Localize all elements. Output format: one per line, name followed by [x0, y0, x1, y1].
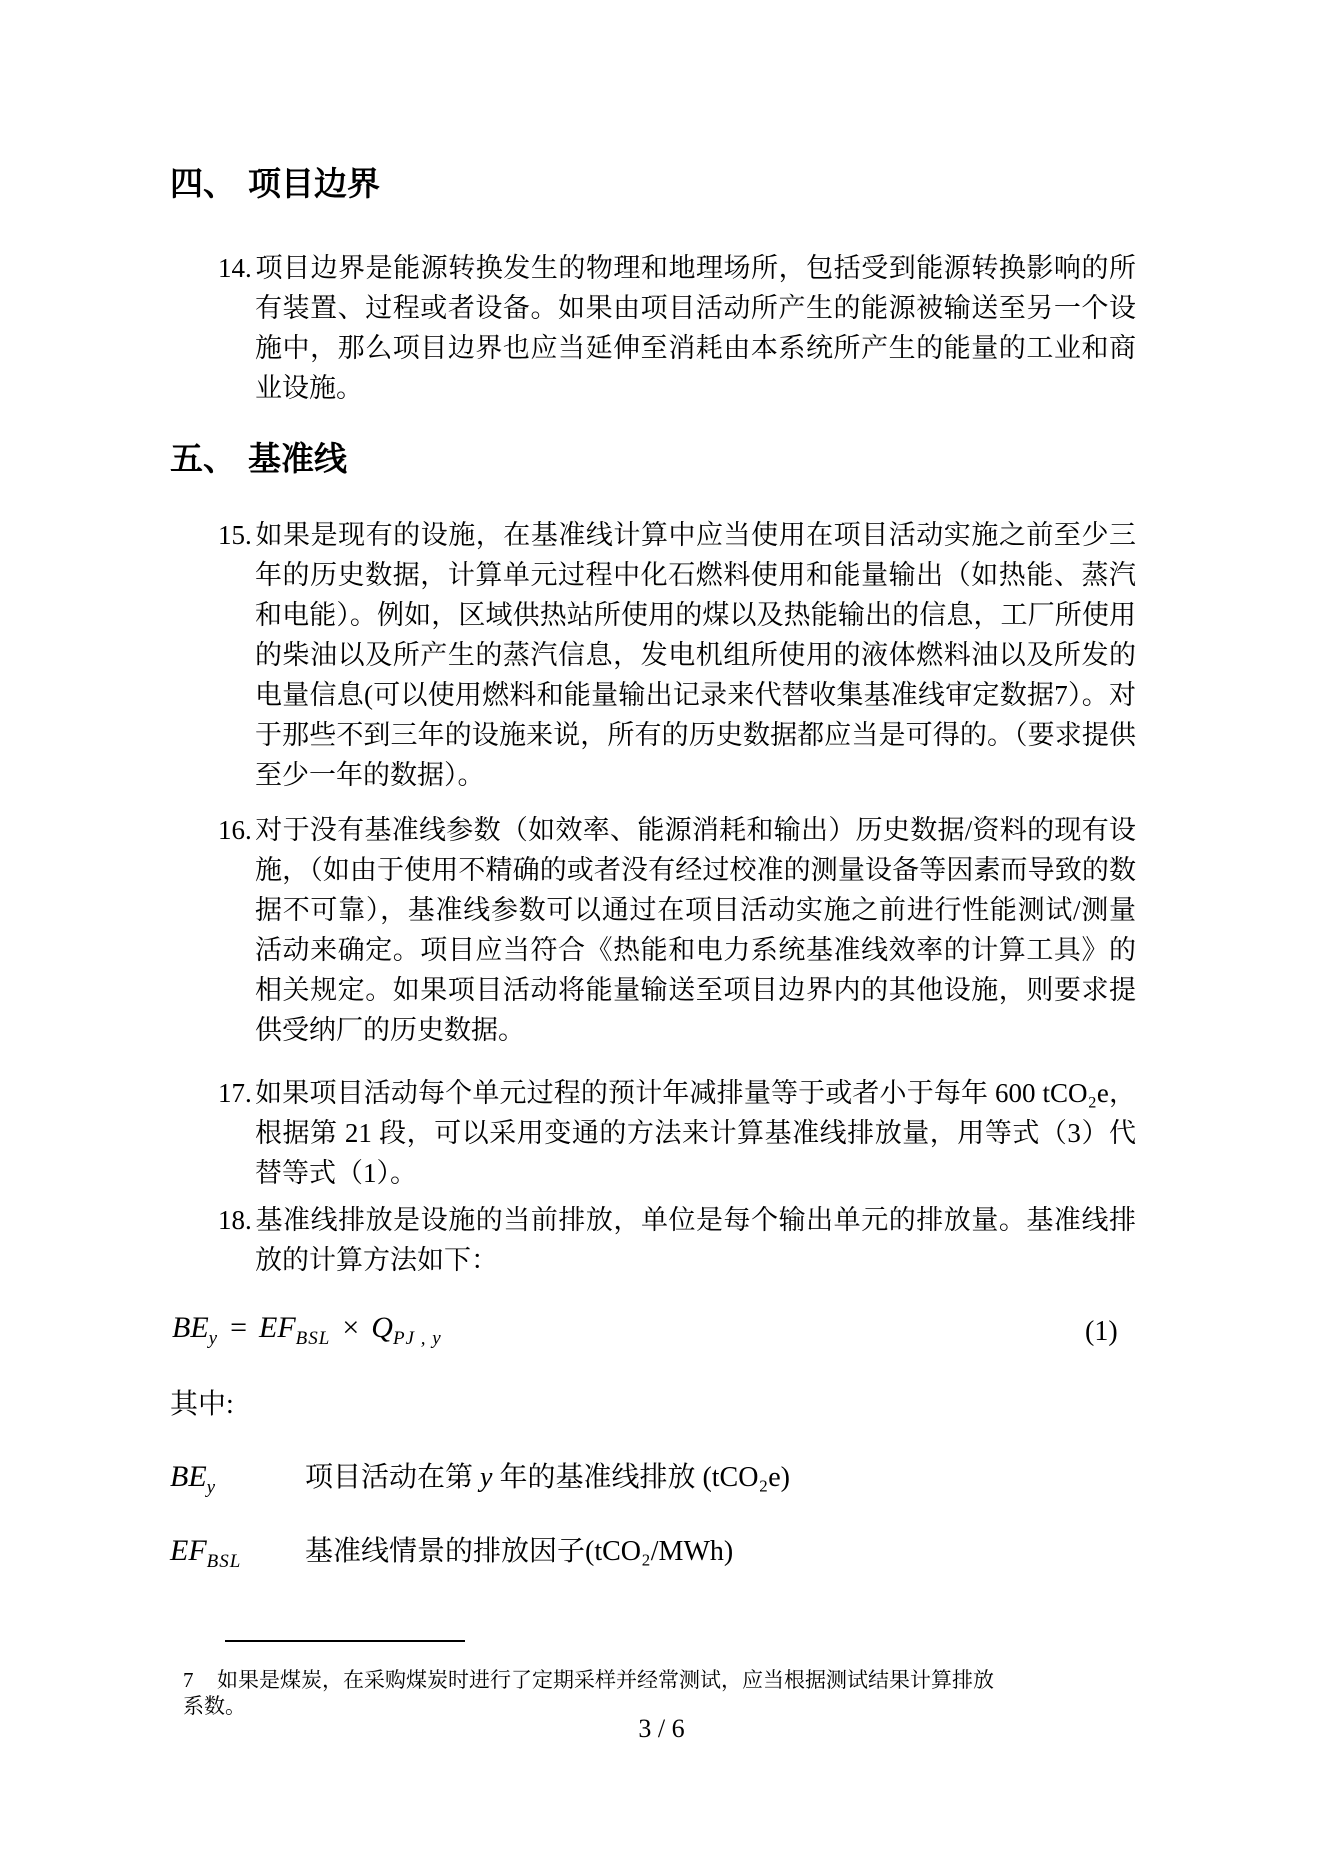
equation-number: (1)	[1085, 1316, 1118, 1347]
page-number: 3 / 6	[638, 1714, 685, 1743]
equation-subscript: y	[208, 1328, 219, 1349]
equation-subscript: BSL	[295, 1328, 331, 1349]
equation-expression	[172, 1311, 442, 1349]
paragraph-number: 14.	[218, 253, 252, 283]
footnote-separator	[225, 1640, 465, 1642]
term-subscript: y	[206, 1477, 217, 1498]
definition-term	[170, 1534, 305, 1573]
paragraph-18	[218, 1200, 1136, 1280]
term-subscript: BSL	[206, 1551, 242, 1572]
paragraph-number: 17.	[218, 1078, 252, 1108]
where-label: 其中:	[170, 1389, 234, 1420]
footnote-number: 7	[183, 1668, 194, 1692]
equation-1	[172, 1308, 1136, 1359]
paragraph-15	[218, 515, 1136, 795]
definition-text-pre: 项目活动在第	[305, 1462, 481, 1493]
definition-text	[305, 1458, 1136, 1498]
heading-title: 项目边界	[248, 167, 380, 203]
heading-number: 四、	[170, 167, 236, 203]
definition-row-efbsl	[170, 1532, 1136, 1573]
equation-term: Q	[371, 1311, 393, 1344]
paragraph-16	[218, 810, 1136, 1050]
definition-text-post: 年的基准线排放 (tCO₂e)	[492, 1462, 790, 1493]
term-base: BE	[170, 1460, 207, 1493]
paragraph-text: 对于没有基准线参数（如效率、能源消耗和输出）历史数据/资料的现有设施，（如由于使用不精确的或者没有经过校准的测量设备等因素而导致的数据不可靠），基准线参数可以通过在项目活动实施之前进行性能测试/测量活动来确定。项目应当符合《热能和电力系统基准线效率的计算工具》的相关规定。如果项目活动将能量输送至项目边界内的其他设施，则要求提供受纳厂的历史数据。	[255, 815, 1136, 1045]
definition-term	[170, 1460, 305, 1499]
section-heading-4	[170, 165, 1136, 205]
multiply-sign: ×	[342, 1311, 360, 1344]
paragraph-text: 项目边界是能源转换发生的物理和地理场所，包括受到能源转换影响的所有装置、过程或者设备。如果由项目活动所产生的能源被输送至另一个设施中，那么项目边界也应当延伸至消耗由本系统所产生的能量的工业和商业设施。	[255, 253, 1136, 403]
section-heading-5	[170, 440, 1136, 480]
equation-subscript: PJ , y	[392, 1328, 442, 1349]
equals-sign: =	[230, 1311, 248, 1344]
heading-title: 基准线	[248, 442, 347, 478]
paragraph-text: 如果项目活动每个单元过程的预计年减排量等于或者小于每年 600 tCO₂e，根据第 21 段，可以采用变通的方法来计算基准线排放量，用等式（3）代替等式（1）。	[255, 1078, 1136, 1188]
equation-term: BE	[172, 1311, 209, 1344]
paragraph-number: 16.	[218, 815, 252, 845]
footnote	[183, 1667, 1013, 1719]
paragraph-17	[218, 1073, 1136, 1193]
heading-number: 五、	[170, 442, 236, 478]
paragraph-text: 如果是现有的设施，在基准线计算中应当使用在项目活动实施之前至少三年的历史数据，计算单元过程中化石燃料使用和能量输出（如热能、蒸汽和电能）。例如，区域供热站所使用的煤以及热能输出的信息，工厂所使用的柴油以及所产生的蒸汽信息，发电机组所使用的液体燃料油以及所发的电量信息(可以使用燃料和能量输出记录来代替收集基准线审定数据7）。对于那些不到三年的设施来说，所有的历史数据都应当是可得的。（要求提供至少一年的数据）。	[255, 520, 1136, 790]
paragraph-number: 15.	[218, 520, 252, 550]
definition-text-pre: 基准线情景的排放因子(tCO₂/MWh)	[305, 1536, 734, 1567]
paragraph-14	[218, 248, 1136, 408]
equation-term: EF	[259, 1311, 296, 1344]
definition-row-bey	[170, 1458, 1136, 1499]
paragraph-text: 基准线排放是设施的当前排放，单位是每个输出单元的排放量。基准线排放的计算方法如下：	[255, 1205, 1136, 1275]
footnote-text: 如果是煤炭，在采购煤炭时进行了定期采样并经常测试，应当根据测试结果计算排放系数。	[183, 1668, 994, 1718]
paragraph-number: 18.	[218, 1205, 252, 1235]
term-base: EF	[170, 1534, 207, 1567]
definition-text	[305, 1532, 1136, 1572]
definition-text-var: y	[480, 1462, 493, 1493]
